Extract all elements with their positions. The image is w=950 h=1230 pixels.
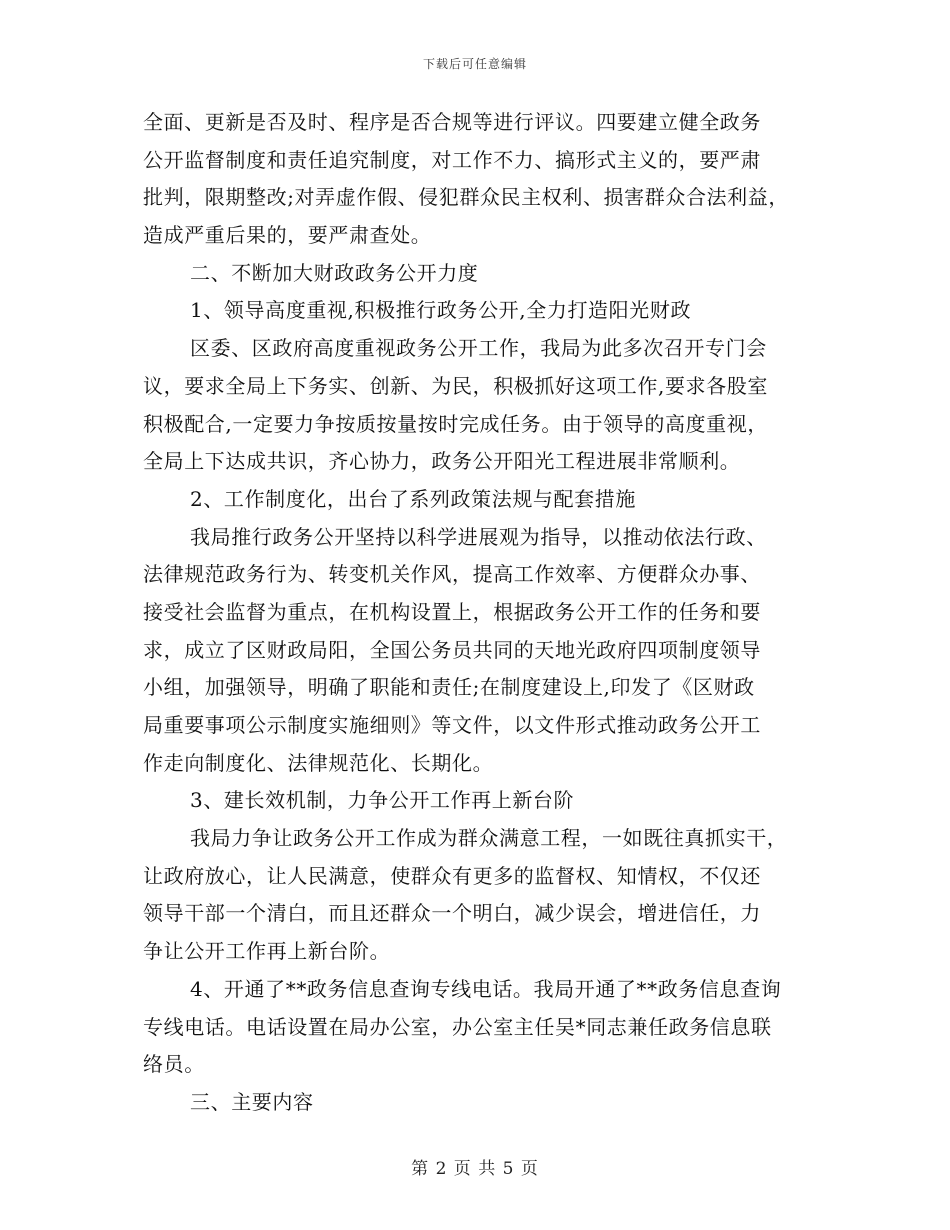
paragraph-line: 区委、区政府高度重视政务公开工作，我局为此多次召开专门会 <box>190 336 767 361</box>
paragraph-line: 争让公开工作再上新台阶。 <box>143 939 391 964</box>
paragraph-line: 小组，加强领导，明确了职能和责任;在制度建设上,印发了《区财政 <box>143 675 755 700</box>
paragraph-line: 积极配合,一定要力争按质按量按时完成任务。由于领导的高度重视， <box>143 411 768 436</box>
paragraph-line: 三、主要内容 <box>190 1089 314 1114</box>
paragraph-line: 公开监督制度和责任追究制度，对工作不力、搞形式主义的，要严肃 <box>143 147 761 172</box>
paragraph-line: 让政府放心，让人民满意，使群众有更多的监督权、知情权，不仅还 <box>143 863 761 888</box>
paragraph-line: 求，成立了区财政局阳，全国公务员共同的天地光政府四项制度领导 <box>143 637 761 662</box>
paragraph-line: 议，要求全局上下务实、创新、为民，积极抓好这项工作,要求各股室 <box>143 373 768 398</box>
paragraph-line: 络员。 <box>143 1052 205 1077</box>
paragraph-line: 2、工作制度化，出台了系列政策法规与配套措施 <box>190 486 636 511</box>
paragraph-line: 局重要事项公示制度实施细则》等文件，以文件形式推动政务公开工 <box>143 713 761 737</box>
paragraph-line: 3、建长效机制，力争公开工作再上新台阶 <box>190 788 575 813</box>
paragraph-line: 作走向制度化、法律规范化、长期化。 <box>143 750 494 775</box>
paragraph-line: 二、不断加大财政政务公开力度 <box>190 260 479 285</box>
paragraph-line: 全局上下达成共识，齐心协力，政务公开阳光工程进展非常顺利。 <box>143 449 741 474</box>
paragraph-line: 我局力争让政务公开工作成为群众满意工程，一如既往真抓实干， <box>190 826 788 851</box>
page-header: 下载后可任意编辑 <box>422 57 527 71</box>
paragraph-line: 批判，限期整改;对弄虚作假、侵犯群众民主权利、损害群众合法利益， <box>143 185 789 210</box>
paragraph-line: 领导干部一个清白，而且还群众一个明白，减少误会，增进信任，力 <box>143 901 761 926</box>
paragraph-line: 全面、更新是否及时、程序是否合规等进行评议。四要建立健全政务 <box>143 110 761 134</box>
document-body <box>143 104 823 1122</box>
paragraph-line: 造成严重后果的，要严肃查处。 <box>143 223 432 248</box>
page-footer: 第 2 页 共 5 页 <box>411 1159 539 1179</box>
paragraph-line: 法律规范政务行为、转变机关作风，提高工作效率、方便群众办事、 <box>143 562 761 587</box>
paragraph-line: 接受社会监督为重点，在机构设置上，根据政务公开工作的任务和要 <box>143 599 761 624</box>
paragraph-line: 我局推行政务公开坚持以科学进展观为指导，以推动依法行政、 <box>190 524 767 549</box>
paragraph-line: 1、领导高度重视,积极推行政务公开,全力打造阳光财政 <box>190 298 692 323</box>
paragraph-line: 专线电话。电话设置在局办公室，办公室主任吴*同志兼任政务信息联 <box>143 1014 772 1039</box>
paragraph-line: 4、开通了**政务信息查询专线电话。我局开通了**政务信息查询 <box>190 976 782 1001</box>
